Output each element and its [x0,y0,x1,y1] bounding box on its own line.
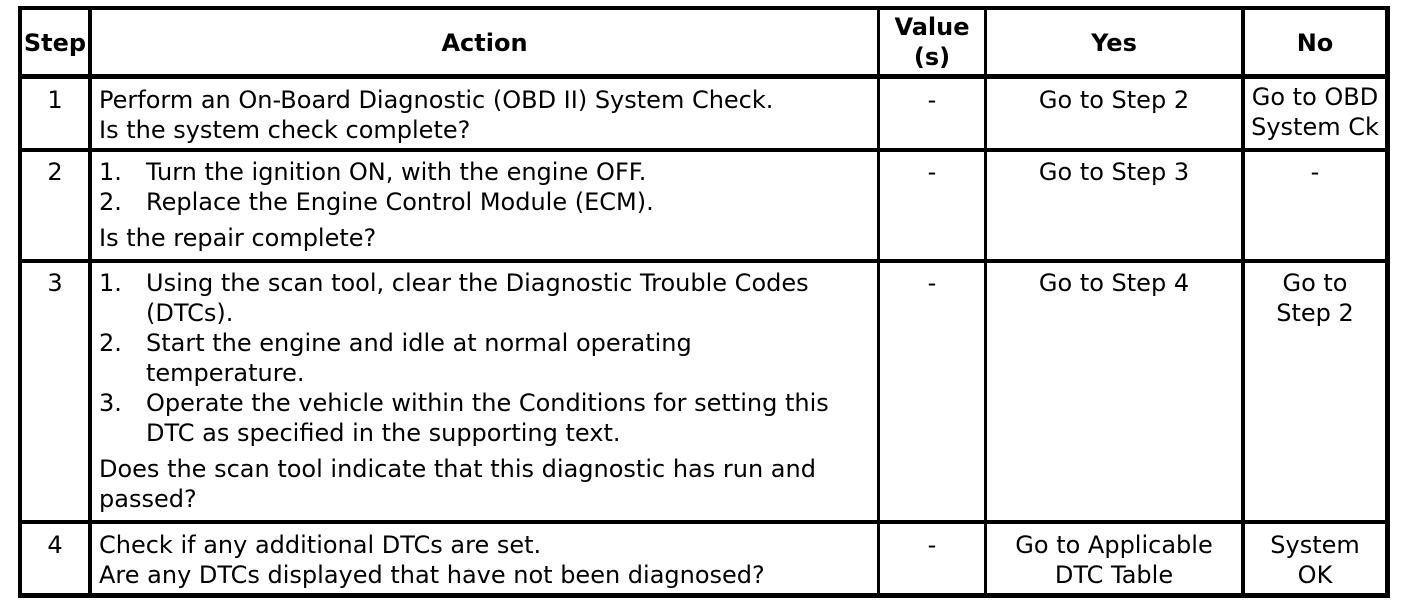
col-sep-step [88,6,92,598]
list-text: Operate the vehicle within the Conditions for setting this DTC as specified in the supporting text. [146,389,829,447]
value-cell: - [927,158,937,186]
action-line: Are any DTCs displayed that have not been diagnosed? [99,561,765,589]
action-cell [99,85,874,145]
header-action: Action [441,29,528,57]
list-item [99,328,746,388]
yes-cell: Go to Step 3 [1038,158,1190,186]
header-yes: Yes [1091,29,1137,57]
no-cell: System OK [1270,531,1360,589]
row-sep-1 [18,148,1390,152]
list-text: Start the engine and idle at normal operating temperature. [146,329,692,387]
step-number: 2 [47,158,63,186]
no-cell: - [1310,158,1320,186]
list-text: Replace the Engine Control Module (ECM). [146,188,654,216]
yes-cell: Go to Applicable DTC Table [1015,531,1213,589]
yes-cell: Go to Step 2 [1038,86,1190,114]
table-border-top [18,6,1390,10]
step-number: 3 [47,269,63,297]
action-cell [99,268,874,514]
row-sep-3 [18,520,1390,524]
action-question: Is the repair complete? [99,224,377,252]
step-number: 1 [47,86,63,114]
yes-cell: Go to Step 4 [1038,269,1190,297]
no-cell: Go to OBD System Ck [1251,83,1379,141]
action-line: Check if any additional DTCs are set. [99,531,542,559]
no-cell: Go to Step 2 [1276,269,1354,327]
header-no: No [1296,29,1334,57]
value-cell: - [927,86,937,114]
list-text: Using the scan tool, clear the Diagnostic Trouble Codes (DTCs). [146,269,809,327]
action-question: Does the scan tool indicate that this diagnostic has run and passed? [99,455,816,513]
list-item [99,187,874,217]
list-number: 2. [99,188,122,216]
diagnostic-table [18,6,1390,598]
list-number: 3. [99,389,122,417]
list-item [99,388,881,448]
row-sep-header [18,74,1390,79]
list-number: 1. [99,158,122,186]
value-cell: - [927,269,937,297]
table-border-right [1385,6,1390,598]
action-line: Is the system check complete? [99,116,471,144]
action-line: Perform an On-Board Diagnostic (OBD II) System Check. [99,86,774,114]
header-step: Step [23,29,87,57]
step-number: 4 [47,531,63,559]
list-item [99,157,874,187]
action-cell [99,530,874,590]
list-number: 2. [99,329,122,357]
table-border-bottom [18,593,1390,598]
header-value: Value (s) [894,13,970,71]
action-cell [99,157,874,253]
list-item [99,268,864,328]
list-number: 1. [99,269,122,297]
value-cell: - [927,531,937,559]
row-sep-2 [18,259,1390,263]
list-text: Turn the ignition ON, with the engine OFF. [146,158,647,186]
